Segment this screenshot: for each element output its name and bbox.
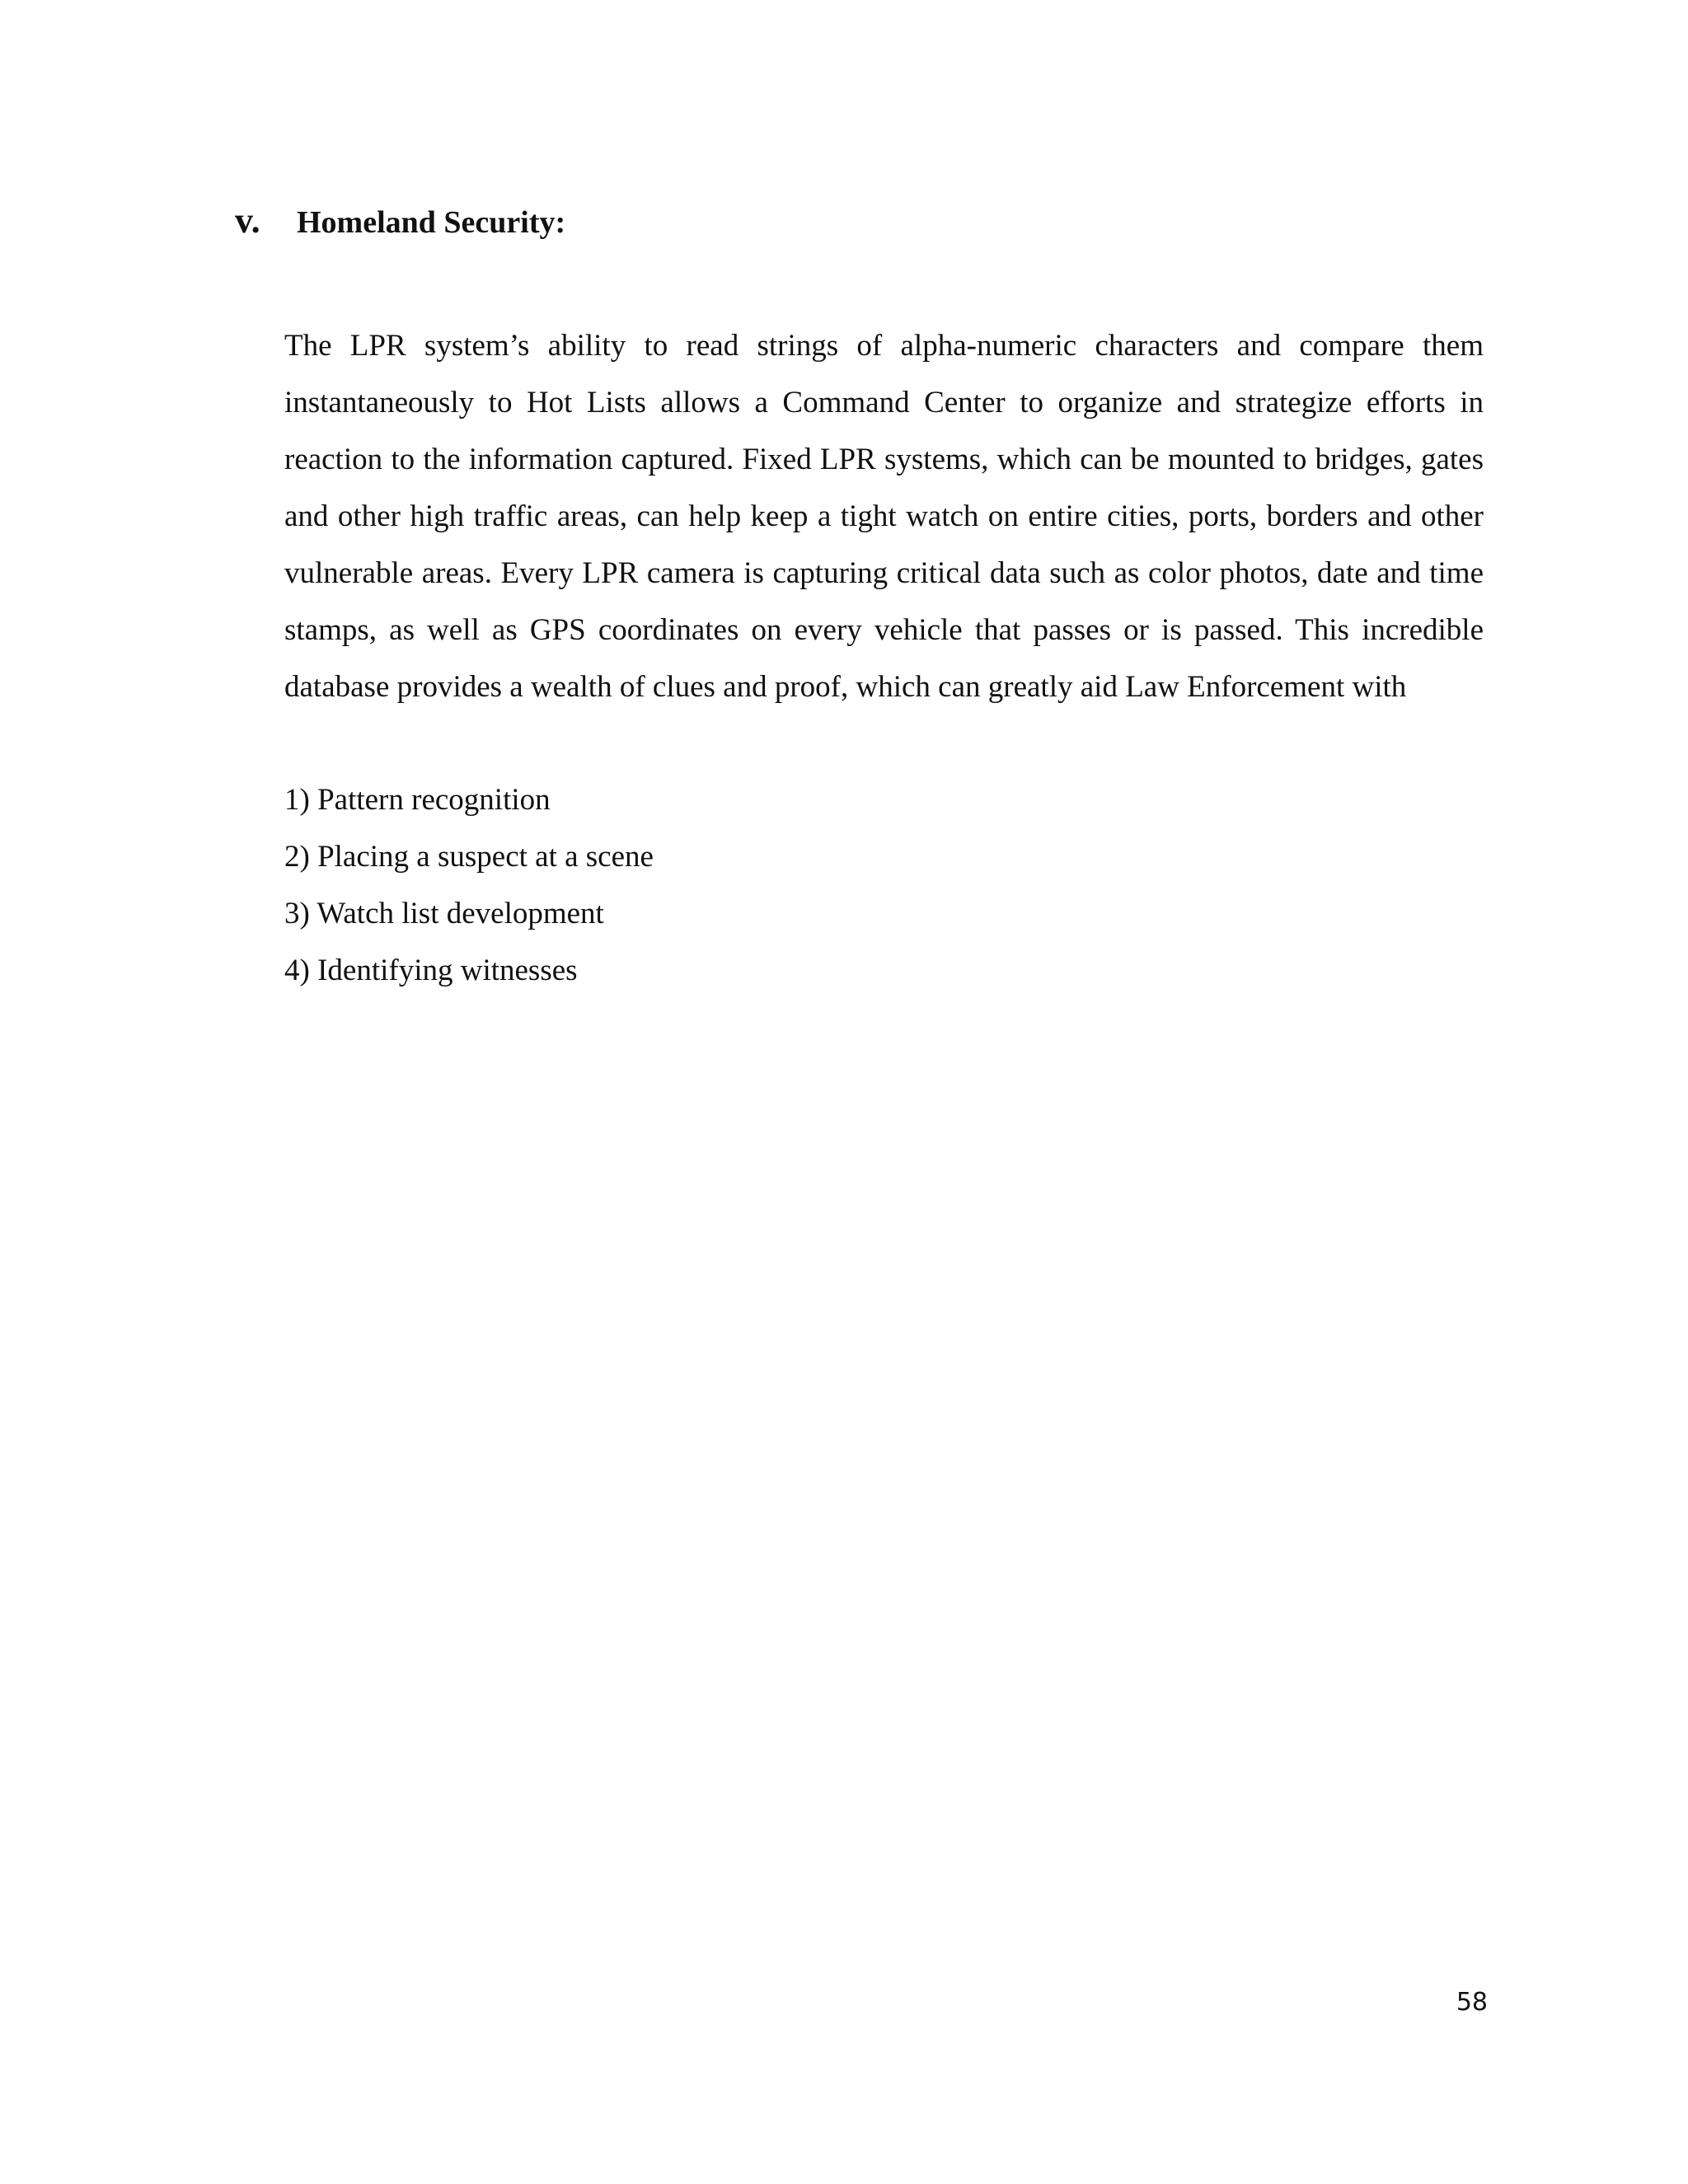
list-item: 2) Placing a suspect at a scene (284, 840, 654, 874)
list-item: 1) Pattern recognition (284, 783, 551, 817)
section-title: Homeland Security: (297, 205, 566, 240)
body-paragraph: The LPR system’s ability to read strings of alpha-numeric characters and compare them instantaneously to Hot Lists allows a Command Center to organize and strategize efforts in reaction to the information captured. Fixed LPR systems, which can be mounted to bridges, gates and other high traffic areas, can help keep a tight watch on entire cities, ports, borders and other vulnerable areas. Every LPR camera is capturing critical data such as color photos, date and time stamps, as well as GPS coordinates on every vehicle that passes or is passed. This incredible database provides a wealth of clues and proof, which can greatly aid Law Enforcement with (284, 329, 1484, 704)
section-heading (235, 199, 565, 241)
list-item: 4) Identifying witnesses (284, 954, 578, 987)
section-number: v. (235, 200, 260, 241)
list-item: 3) Watch list development (284, 897, 604, 930)
page-number: 58 (1456, 1988, 1488, 2017)
uses-list (284, 771, 654, 999)
